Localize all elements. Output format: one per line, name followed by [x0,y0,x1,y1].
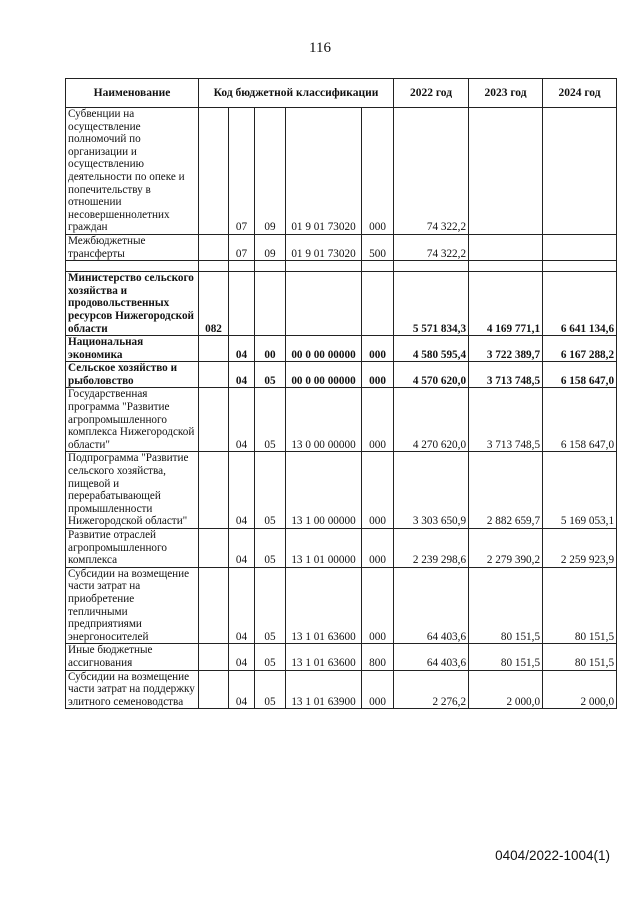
row-org-code: 082 [199,272,229,336]
empty-cell [362,261,394,272]
table-row [66,529,617,568]
row-name: Национальная экономика [66,336,199,362]
row-subsection: 05 [255,567,286,644]
row-target-article: 13 1 01 00000 [286,529,362,568]
row-name: Межбюджетные трансферты [66,234,199,260]
header-year-2022: 2022 год [394,79,469,108]
header-name: Наименование [66,79,199,108]
row-name: Министерство сельского хозяйства и продовольственных ресурсов Нижегородской области [66,272,199,336]
row-name: Подпрограмма "Развитие сельского хозяйства, пищевой и перерабатывающей промышленности Нижегородской области" [66,452,199,529]
row-value-2024: 2 259 923,9 [543,529,617,568]
row-target-article: 13 1 01 63600 [286,567,362,644]
row-section: 04 [229,362,255,388]
row-target-article: 00 0 00 00000 [286,336,362,362]
table-row [66,388,617,452]
table-row [66,452,617,529]
row-expense-type: 000 [362,529,394,568]
row-expense-type: 000 [362,388,394,452]
row-value-2023 [469,108,543,235]
row-target-article: 01 9 01 73020 [286,234,362,260]
row-target-article: 00 0 00 00000 [286,362,362,388]
row-value-2022: 2 239 298,6 [394,529,469,568]
row-value-2023: 3 722 389,7 [469,336,543,362]
row-name: Субсидии на возмещение части затрат на поддержку элитного семеноводства [66,670,199,709]
row-subsection: 05 [255,529,286,568]
empty-cell [543,261,617,272]
row-org-code [199,644,229,670]
row-value-2022: 64 403,6 [394,567,469,644]
row-value-2024: 6 158 647,0 [543,362,617,388]
row-value-2023: 2 882 659,7 [469,452,543,529]
row-target-article: 13 1 00 00000 [286,452,362,529]
table-row [66,644,617,670]
row-value-2022: 74 322,2 [394,234,469,260]
page-number: 116 [309,40,331,56]
row-value-2023: 4 169 771,1 [469,272,543,336]
row-expense-type: 000 [362,362,394,388]
empty-cell [199,261,229,272]
row-value-2022: 64 403,6 [394,644,469,670]
spacer-row [66,261,617,272]
row-value-2022: 4 570 620,0 [394,362,469,388]
row-org-code [199,362,229,388]
row-name: Субвенции на осуществление полномочий по организации и осуществлению деятельности по опеке и попечительству в отношении несовершеннолетних граждан [66,108,199,235]
row-org-code [199,234,229,260]
row-value-2024 [543,108,617,235]
row-value-2024: 6 641 134,6 [543,272,617,336]
row-value-2024: 80 151,5 [543,567,617,644]
row-org-code [199,567,229,644]
table-row [66,567,617,644]
row-name: Субсидии на возмещение части затрат на приобретение тепличными предприятиями энергоносителей [66,567,199,644]
row-value-2024: 2 000,0 [543,670,617,709]
row-expense-type: 000 [362,567,394,644]
document-code: 0404/2022-1004(1) [495,848,610,863]
row-value-2024: 80 151,5 [543,644,617,670]
row-org-code [199,388,229,452]
row-value-2022: 74 322,2 [394,108,469,235]
header-year-2023: 2023 год [469,79,543,108]
row-subsection: 00 [255,336,286,362]
row-org-code [199,452,229,529]
row-subsection: 05 [255,388,286,452]
row-section: 07 [229,108,255,235]
row-section: 04 [229,452,255,529]
row-target-article: 13 1 01 63600 [286,644,362,670]
table-row [66,108,617,235]
header-year-2024: 2024 год [543,79,617,108]
row-target-article: 13 0 00 00000 [286,388,362,452]
table-body [66,108,617,709]
table-header-row [66,79,617,108]
empty-cell [286,261,362,272]
row-value-2022: 5 571 834,3 [394,272,469,336]
row-subsection: 09 [255,108,286,235]
row-name: Сельское хозяйство и рыболовство [66,362,199,388]
row-target-article [286,272,362,336]
row-value-2023: 3 713 748,5 [469,388,543,452]
row-subsection: 05 [255,362,286,388]
row-expense-type: 000 [362,108,394,235]
budget-table [65,78,617,709]
row-name: Государственная программа "Развитие агропромышленного комплекса Нижегородской области" [66,388,199,452]
row-expense-type [362,272,394,336]
row-subsection: 05 [255,670,286,709]
empty-cell [255,261,286,272]
row-value-2023: 80 151,5 [469,644,543,670]
row-section [229,272,255,336]
row-value-2022: 4 270 620,0 [394,388,469,452]
header-code: Код бюджетной классификации [199,79,394,108]
row-value-2023: 80 151,5 [469,567,543,644]
row-expense-type: 000 [362,452,394,529]
empty-cell [229,261,255,272]
table-row [66,670,617,709]
row-value-2023: 2 279 390,2 [469,529,543,568]
row-section: 07 [229,234,255,260]
row-name: Иные бюджетные ассигнования [66,644,199,670]
row-value-2024: 5 169 053,1 [543,452,617,529]
table-row [66,336,617,362]
row-expense-type: 500 [362,234,394,260]
row-section: 04 [229,567,255,644]
row-value-2024: 6 167 288,2 [543,336,617,362]
row-value-2023: 2 000,0 [469,670,543,709]
row-section: 04 [229,644,255,670]
row-value-2023: 3 713 748,5 [469,362,543,388]
row-section: 04 [229,336,255,362]
row-name: Развитие отраслей агропромышленного комплекса [66,529,199,568]
row-section: 04 [229,388,255,452]
row-subsection: 09 [255,234,286,260]
row-value-2024 [543,234,617,260]
row-subsection: 05 [255,452,286,529]
table-row [66,362,617,388]
row-expense-type: 000 [362,336,394,362]
row-target-article: 13 1 01 63900 [286,670,362,709]
row-section: 04 [229,670,255,709]
row-section: 04 [229,529,255,568]
table-row [66,272,617,336]
empty-cell [66,261,199,272]
row-expense-type: 800 [362,644,394,670]
row-org-code [199,336,229,362]
table-row [66,234,617,260]
row-subsection: 05 [255,644,286,670]
row-org-code [199,108,229,235]
row-value-2022: 3 303 650,9 [394,452,469,529]
row-value-2022: 2 276,2 [394,670,469,709]
row-target-article: 01 9 01 73020 [286,108,362,235]
row-org-code [199,670,229,709]
row-value-2024: 6 158 647,0 [543,388,617,452]
empty-cell [469,261,543,272]
row-org-code [199,529,229,568]
empty-cell [394,261,469,272]
row-value-2022: 4 580 595,4 [394,336,469,362]
row-expense-type: 000 [362,670,394,709]
row-subsection [255,272,286,336]
row-value-2023 [469,234,543,260]
